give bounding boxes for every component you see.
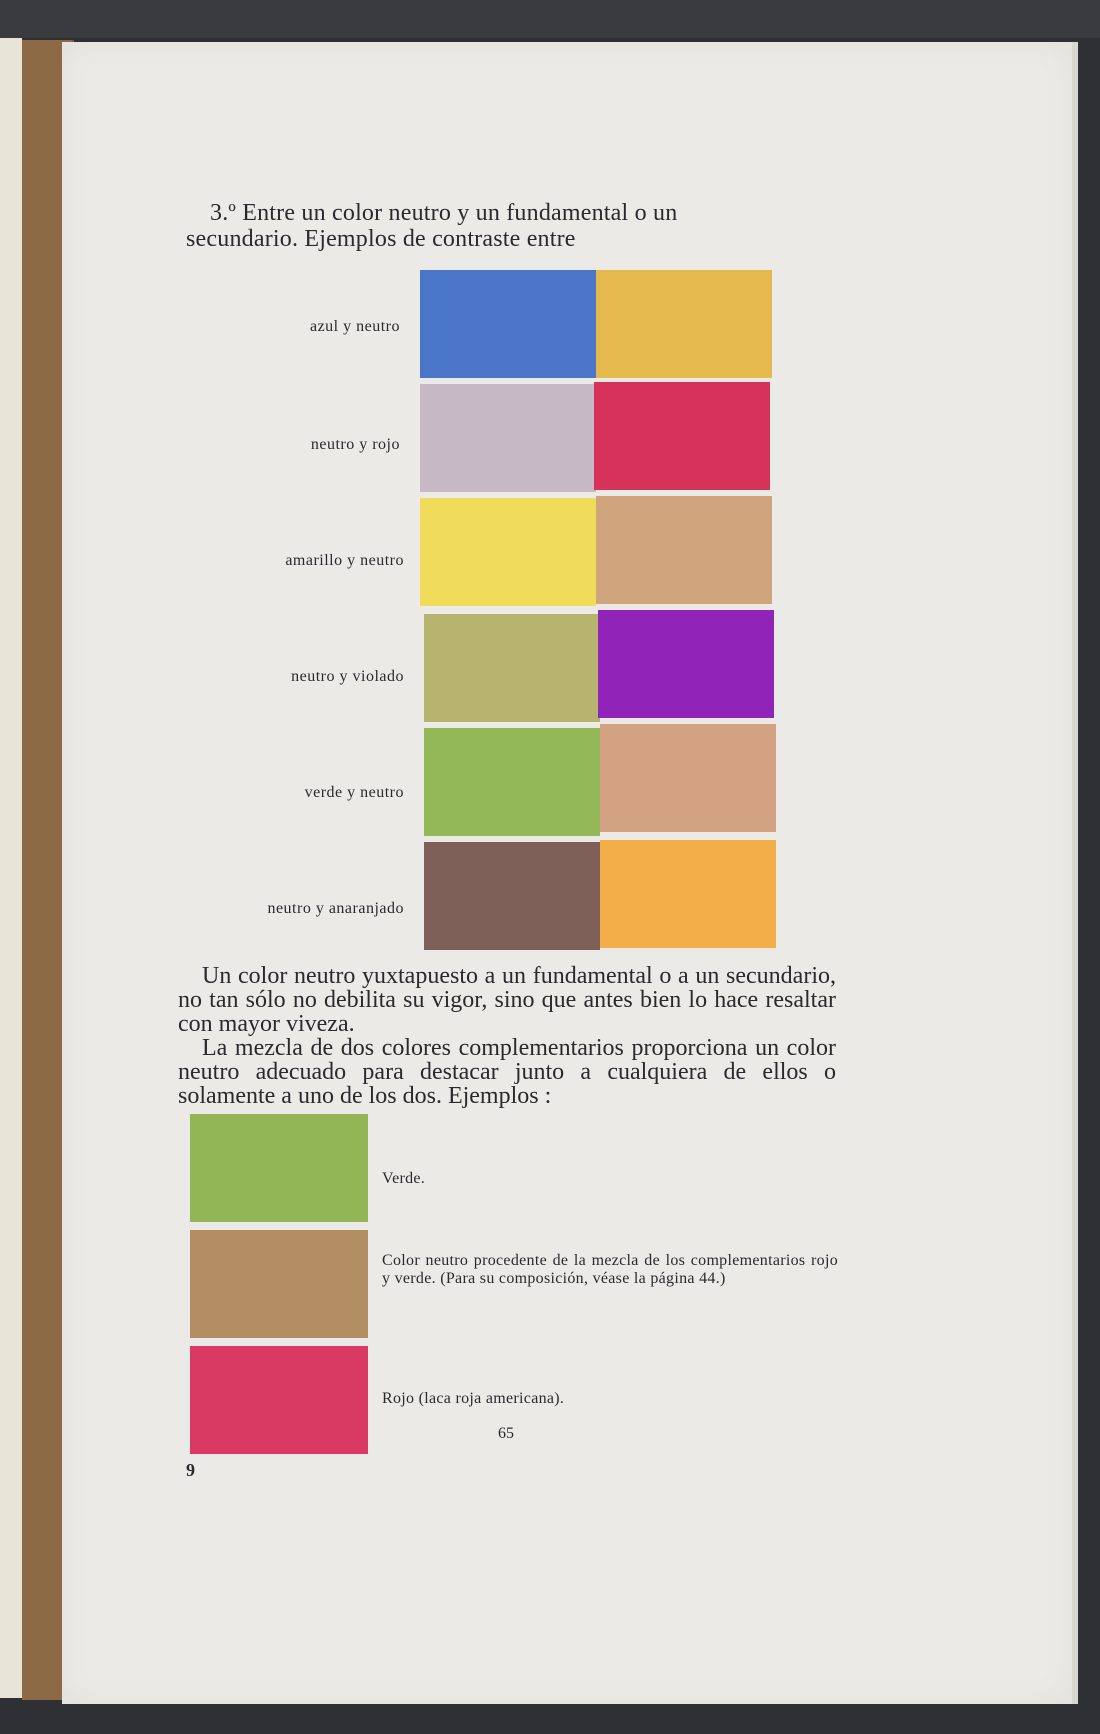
- swatch-amarillo: [420, 498, 596, 606]
- swatch-neutro-3: [596, 496, 772, 604]
- pair-label-amarillo-neutro: amarillo y neutro: [285, 552, 404, 569]
- swatch-azul: [420, 270, 596, 378]
- example-caption-neutro: Color neutro procedente de la mezcla de los complementarios rojo y verde. (Para su composición, véase la página 44.): [382, 1252, 838, 1287]
- scan-background: [0, 0, 1100, 38]
- paragraph-1: Un color neutro yuxtapuesto a un fundamental o a un secundario, no tan sólo no debilita su vigor, sino que antes bien lo hace resaltar con mayor viveza.: [178, 963, 836, 1037]
- example-swatch-neutro: [190, 1230, 368, 1338]
- pair-label-neutro-anaranjado: neutro y anaranjado: [267, 900, 404, 917]
- example-swatch-verde: [190, 1114, 368, 1222]
- example-caption-rojo: Rojo (laca roja americana).: [382, 1390, 565, 1407]
- heading-line-1: 3.º Entre un color neutro y un fundamental o un: [210, 200, 678, 226]
- swatch-neutro-4: [424, 614, 600, 722]
- pair-label-neutro-rojo: neutro y rojo: [310, 436, 400, 453]
- pair-label-azul-neutro: azul y neutro: [309, 318, 400, 335]
- swatch-violado: [598, 610, 774, 718]
- pair-label-verde-neutro: verde y neutro: [304, 784, 404, 801]
- swatch-neutro-5: [600, 724, 776, 832]
- heading-line-2: secundario. Ejemplos de contraste entre: [186, 226, 576, 252]
- swatch-neutro-6: [424, 842, 600, 950]
- paragraph-2: La mezcla de dos colores complementarios proporciona un color neutro adecuado para destacar junto a cualquiera de ellos o solamente a uno de los dos. Ejemplos :: [178, 1035, 836, 1109]
- swatch-neutro-2: [420, 384, 596, 492]
- example-caption-verde: Verde.: [382, 1170, 426, 1187]
- swatch-neutro-1: [596, 270, 772, 378]
- page-number: 65: [498, 1425, 514, 1442]
- book-binding: [0, 38, 22, 1698]
- signature-mark: 9: [186, 1460, 195, 1480]
- section-heading: [186, 200, 836, 252]
- swatch-anaranjado: [600, 840, 776, 948]
- pair-label-neutro-violado: neutro y violado: [291, 668, 404, 685]
- body-text: [178, 964, 836, 1108]
- example-swatch-rojo: [190, 1346, 368, 1454]
- swatch-rojo: [594, 382, 770, 490]
- swatch-verde: [424, 728, 600, 836]
